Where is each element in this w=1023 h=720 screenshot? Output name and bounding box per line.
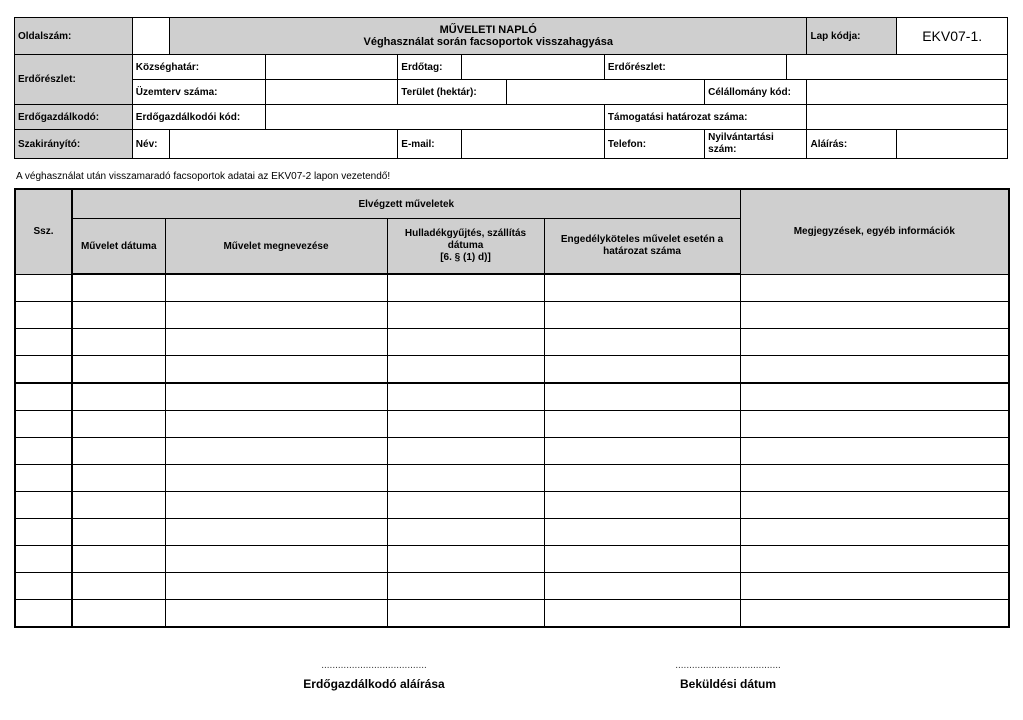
table-row — [15, 465, 1009, 492]
manager-signature-label: Erdőgazdálkodó aláírása — [303, 677, 445, 691]
remarks-cell[interactable] — [740, 519, 1009, 546]
table-row — [15, 411, 1009, 438]
op-name-cell[interactable] — [165, 383, 387, 411]
serial-cell[interactable] — [15, 600, 72, 628]
permit-number-header: Engedélyköteles művelet esetén a határozat száma — [544, 219, 740, 275]
op-name-cell[interactable] — [165, 600, 387, 628]
permit-number-cell[interactable] — [544, 546, 740, 573]
phone-label: Telefon: — [604, 130, 704, 159]
serial-cell[interactable] — [15, 438, 72, 465]
waste-date-cell[interactable] — [387, 546, 544, 573]
table-row — [15, 546, 1009, 573]
table-row — [15, 383, 1009, 411]
op-name-cell[interactable] — [165, 356, 387, 384]
waste-date-cell[interactable] — [387, 411, 544, 438]
remarks-cell[interactable] — [740, 411, 1009, 438]
serial-cell[interactable] — [15, 465, 72, 492]
op-name-cell[interactable] — [165, 465, 387, 492]
op-date-cell[interactable] — [72, 546, 165, 573]
submission-date-line: ...................................... — [675, 660, 781, 671]
serial-cell[interactable] — [15, 274, 72, 302]
op-name-cell[interactable] — [165, 492, 387, 519]
forest-subcompartment-label: Erdőrészlet: — [15, 55, 133, 105]
serial-cell[interactable] — [15, 519, 72, 546]
permit-number-cell[interactable] — [544, 274, 740, 302]
table-row — [15, 573, 1009, 600]
forest-block-field[interactable] — [462, 55, 605, 80]
table-row — [15, 600, 1009, 628]
table-row — [15, 274, 1009, 302]
op-name-cell[interactable] — [165, 573, 387, 600]
remarks-cell[interactable] — [740, 438, 1009, 465]
sheet-code-value: EKV07-1. — [897, 18, 1008, 55]
subcompartment-label: Erdőrészlet: — [604, 55, 786, 80]
title-line-1: MŰVELETI NAPLÓ — [439, 24, 537, 36]
table-row — [15, 329, 1009, 356]
permit-number-cell[interactable] — [544, 302, 740, 329]
area-field[interactable] — [506, 80, 704, 105]
plan-number-label: Üzemterv száma: — [132, 80, 265, 105]
operations-rows — [15, 274, 1009, 627]
plan-number-field[interactable] — [266, 80, 398, 105]
waste-date-cell[interactable] — [387, 438, 544, 465]
waste-date-cell[interactable] — [387, 383, 544, 411]
serial-cell[interactable] — [15, 383, 72, 411]
name-label: Név: — [132, 130, 169, 159]
remarks-cell[interactable] — [740, 383, 1009, 411]
municipality-field[interactable] — [266, 55, 398, 80]
forest-block-label: Erdőtag: — [398, 55, 462, 80]
waste-date-cell[interactable] — [387, 573, 544, 600]
waste-date-cell[interactable] — [387, 274, 544, 302]
signature-label: Aláírás: — [807, 130, 897, 159]
remarks-cell[interactable] — [740, 573, 1009, 600]
permit-number-cell[interactable] — [544, 492, 740, 519]
performed-ops-header: Elvégzett műveletek — [72, 189, 740, 219]
target-stand-field[interactable] — [807, 80, 1008, 105]
op-date-cell[interactable] — [72, 600, 165, 628]
remarks-cell[interactable] — [740, 546, 1009, 573]
waste-date-cell[interactable] — [387, 600, 544, 628]
permit-number-cell[interactable] — [544, 411, 740, 438]
waste-date-cell[interactable] — [387, 465, 544, 492]
waste-date-cell[interactable] — [387, 519, 544, 546]
target-stand-label: Célállomány kód: — [705, 80, 807, 105]
title-line-2: Véghasználat során facsoportok visszahagyása — [363, 36, 613, 48]
remarks-cell[interactable] — [740, 302, 1009, 329]
professional-manager-label: Szakirányító: — [15, 130, 133, 159]
op-name-cell[interactable] — [165, 329, 387, 356]
operations-table — [14, 188, 1010, 628]
op-date-cell[interactable] — [72, 438, 165, 465]
op-name-cell[interactable] — [165, 546, 387, 573]
op-name-cell[interactable] — [165, 519, 387, 546]
table-row — [15, 492, 1009, 519]
serial-cell[interactable] — [15, 356, 72, 384]
remarks-cell[interactable] — [740, 492, 1009, 519]
manager-signature-line: ...................................... — [321, 660, 427, 671]
area-label: Terület (hektár): — [398, 80, 506, 105]
page-number-label: Oldalszám: — [15, 18, 133, 55]
table-row — [15, 356, 1009, 384]
op-date-cell[interactable] — [72, 274, 165, 302]
waste-date-cell[interactable] — [387, 302, 544, 329]
serial-header: Ssz. — [15, 189, 72, 274]
remarks-cell[interactable] — [740, 600, 1009, 628]
remarks-header: Megjegyzések, egyéb információk — [740, 189, 1009, 274]
forest-manager-code-label: Erdőgazdálkodói kód: — [132, 105, 265, 130]
submission-date-label: Beküldési dátum — [679, 677, 777, 691]
name-field[interactable] — [169, 130, 397, 159]
op-date-cell[interactable] — [72, 411, 165, 438]
op-name-cell[interactable] — [165, 274, 387, 302]
op-name-cell[interactable] — [165, 302, 387, 329]
op-date-header: Művelet dátuma — [72, 219, 165, 275]
op-name-cell[interactable] — [165, 411, 387, 438]
permit-number-cell[interactable] — [544, 383, 740, 411]
signature-field[interactable] — [897, 130, 1008, 159]
permit-number-cell[interactable] — [544, 329, 740, 356]
email-label: E-mail: — [398, 130, 462, 159]
op-name-header: Művelet megnevezése — [165, 219, 387, 275]
table-row — [15, 519, 1009, 546]
op-date-cell[interactable] — [72, 465, 165, 492]
subsidy-decision-field[interactable] — [807, 105, 1008, 130]
op-date-cell[interactable] — [72, 492, 165, 519]
page-number-field[interactable] — [132, 18, 169, 55]
table-row — [15, 438, 1009, 465]
header-form — [14, 17, 1008, 159]
serial-cell[interactable] — [15, 329, 72, 356]
table-row — [15, 302, 1009, 329]
op-date-cell[interactable] — [72, 519, 165, 546]
permit-number-cell[interactable] — [544, 600, 740, 628]
remarks-cell[interactable] — [740, 329, 1009, 356]
op-date-cell[interactable] — [72, 383, 165, 411]
subsidy-decision-label: Támogatási határozat száma: — [604, 105, 807, 130]
serial-cell[interactable] — [15, 546, 72, 573]
waste-collection-header — [387, 219, 544, 275]
forest-manager-label: Erdőgazdálkodó: — [15, 105, 133, 130]
remarks-cell[interactable] — [740, 356, 1009, 384]
permit-number-cell[interactable] — [544, 519, 740, 546]
registry-number-label: Nyilvántartási szám: — [705, 130, 807, 159]
sheet-code-label: Lap kódja: — [807, 18, 897, 55]
waste-date-cell[interactable] — [387, 329, 544, 356]
instruction-note: A véghasználat után visszamaradó facsoportok adatai az EKV07-2 lapon vezetendő! — [16, 171, 391, 182]
op-name-cell[interactable] — [165, 438, 387, 465]
serial-cell[interactable] — [15, 411, 72, 438]
waste-date-cell[interactable] — [387, 492, 544, 519]
forest-manager-code-field[interactable] — [266, 105, 605, 130]
op-date-cell[interactable] — [72, 302, 165, 329]
remarks-cell[interactable] — [740, 465, 1009, 492]
permit-number-cell[interactable] — [544, 465, 740, 492]
waste-date-cell[interactable] — [387, 356, 544, 384]
permit-number-cell[interactable] — [544, 573, 740, 600]
waste-collection-ref: [6. § (1) d)] — [440, 252, 491, 263]
waste-collection-label: Hulladékgyűjtés, szállítás dátuma — [404, 228, 527, 251]
serial-cell[interactable] — [15, 573, 72, 600]
municipality-label: Községhatár: — [132, 55, 265, 80]
subcompartment-field[interactable] — [786, 55, 1007, 80]
permit-number-cell[interactable] — [544, 438, 740, 465]
serial-cell[interactable] — [15, 492, 72, 519]
serial-cell[interactable] — [15, 302, 72, 329]
op-date-cell[interactable] — [72, 329, 165, 356]
op-date-cell[interactable] — [72, 573, 165, 600]
remarks-cell[interactable] — [740, 274, 1009, 302]
op-date-cell[interactable] — [72, 356, 165, 384]
page-title — [169, 18, 807, 55]
permit-number-cell[interactable] — [544, 356, 740, 384]
email-field[interactable] — [462, 130, 605, 159]
